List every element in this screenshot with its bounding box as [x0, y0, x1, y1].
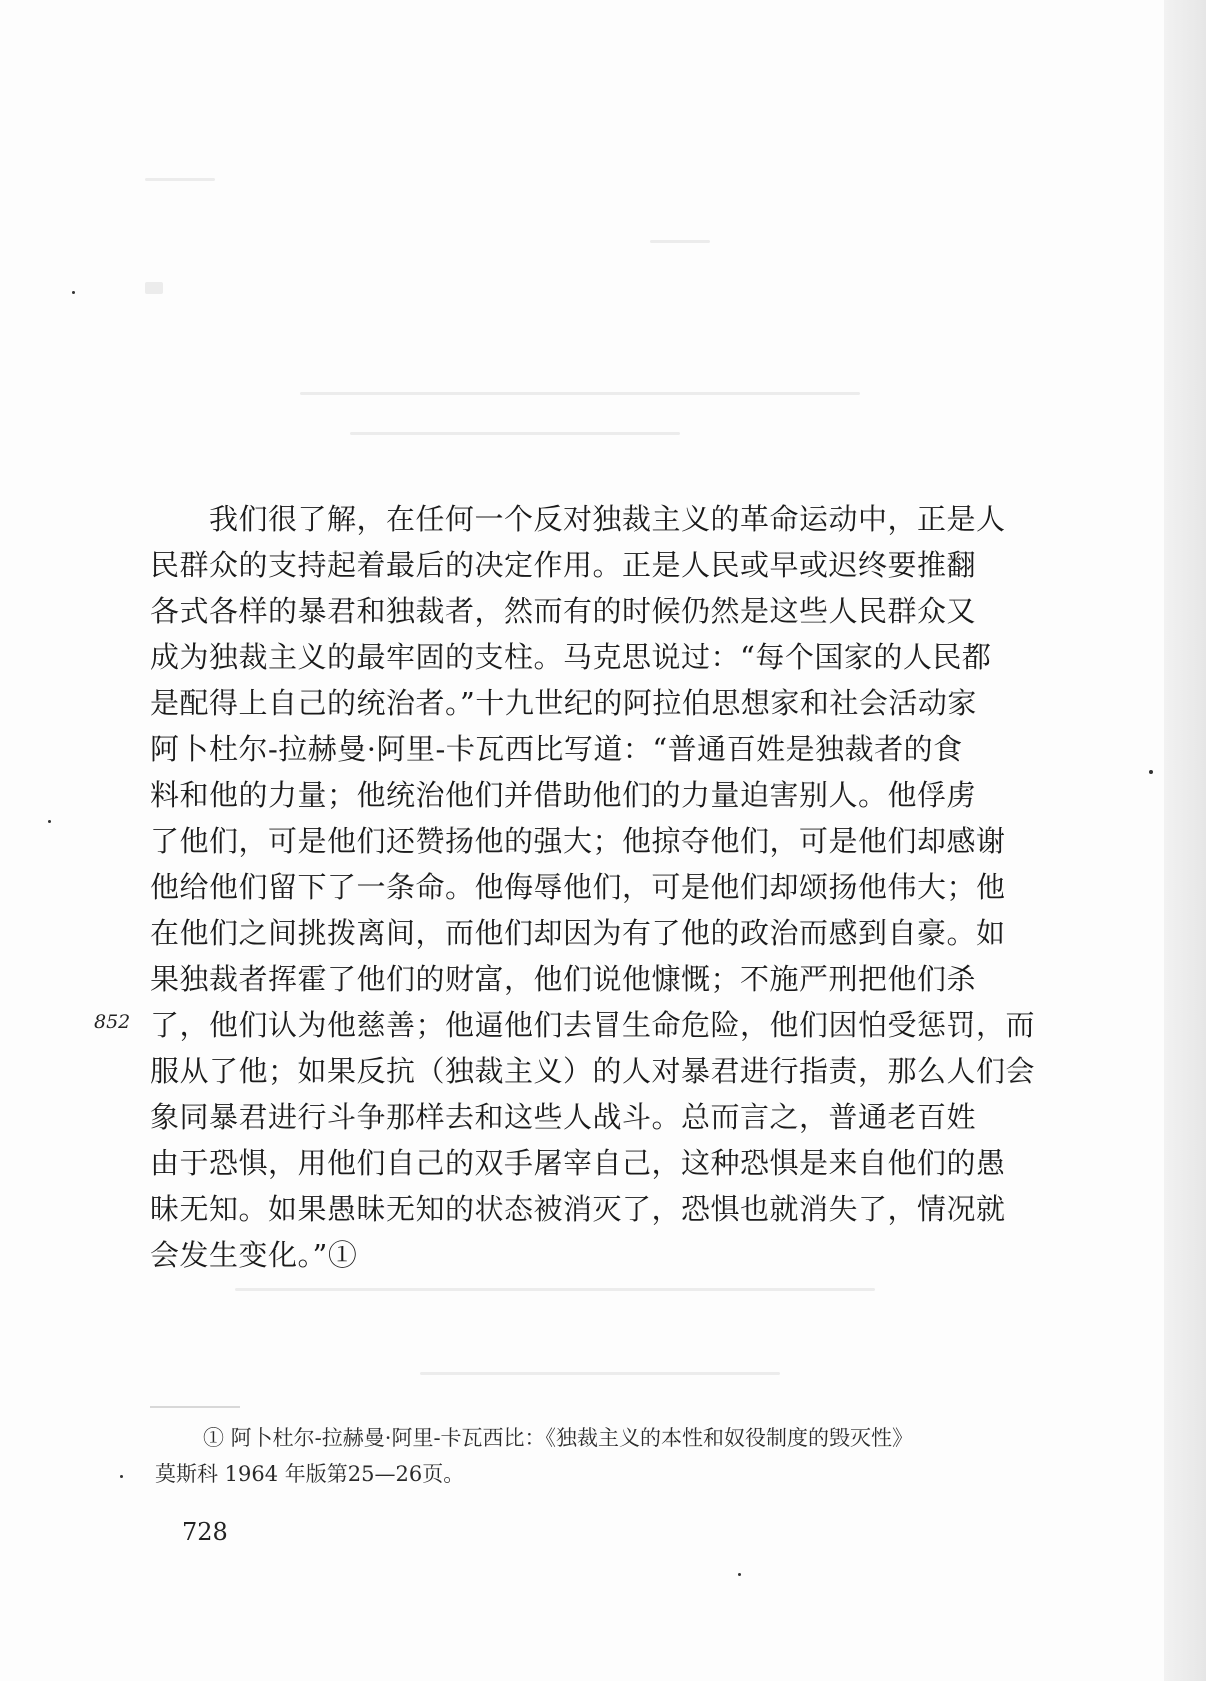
bleed-through-mark [650, 240, 710, 243]
body-line: 他给他们留下了一条命。他侮辱他们，可是他们却颂扬他伟大；他 [150, 870, 1006, 904]
scan-speck [1149, 770, 1153, 774]
page-number: 728 [182, 1518, 228, 1546]
body-line: 了他们，可是他们还赞扬他的强大；他掠夺他们，可是他们却感谢 [150, 824, 1006, 858]
bleed-through-mark [145, 282, 163, 294]
body-line: 民群众的支持起着最后的决定作用。正是人民或早或迟终要推翻 [150, 548, 977, 582]
body-line: 昧无知。如果愚昧无知的状态被消灭了，恐惧也就消失了，情况就 [150, 1192, 1006, 1226]
page-edge-shadow [1164, 0, 1206, 1681]
body-line: 会发生变化。”① [150, 1238, 358, 1272]
footnote [155, 1420, 1055, 1492]
body-line: 成为独裁主义的最牢固的支柱。马克思说过：“每个国家的人民都 [150, 640, 992, 674]
bleed-through-mark [300, 392, 860, 395]
scan-speck [738, 1573, 741, 1576]
body-line: 阿卜杜尔-拉赫曼·阿里-卡瓦西比写道：“普通百姓是独裁者的食 [150, 732, 963, 766]
body-line: 在他们之间挑拨离间，而他们却因为有了他的政治而感到自豪。如 [150, 916, 1006, 950]
footnote-line: 莫斯科 1964 年版第25—26页。 [155, 1462, 465, 1486]
body-line: 服从了他；如果反抗（独裁主义）的人对暴君进行指责，那么人们会 [150, 1054, 1036, 1088]
scan-speck [72, 291, 75, 294]
bleed-through-mark [350, 432, 680, 435]
body-line: 我们很了解，在任何一个反对独裁主义的革命运动中，正是人 [150, 502, 1006, 536]
body-line: 各式各样的暴君和独裁者，然而有的时候仍然是这些人民群众又 [150, 594, 977, 628]
body-line: 了，他们认为他慈善；他逼他们去冒生命危险，他们因怕受惩罚，而 [150, 1008, 1036, 1042]
body-line: 是配得上自己的统治者。”十九世纪的阿拉伯思想家和社会活动家 [150, 686, 977, 720]
margin-page-number: 852 [94, 1011, 131, 1033]
footnote-divider [150, 1406, 240, 1408]
body-line: 象同暴君进行斗争那样去和这些人战斗。总而言之，普通老百姓 [150, 1100, 977, 1134]
bleed-through-mark [145, 178, 215, 181]
bleed-through-mark [420, 1372, 780, 1375]
scan-speck [48, 820, 51, 823]
body-paragraph [150, 496, 1050, 1278]
bleed-through-mark [235, 1288, 875, 1291]
body-line: 果独裁者挥霍了他们的财富，他们说他慷慨；不施严刑把他们杀 [150, 962, 977, 996]
body-line: 料和他的力量；他统治他们并借助他们的力量迫害别人。他俘虏 [150, 778, 977, 812]
scan-speck [120, 1475, 123, 1478]
footnote-line: ① 阿卜杜尔-拉赫曼·阿里-卡瓦西比：《独裁主义的本性和奴役制度的毁灭性》 [203, 1426, 914, 1450]
body-line: 由于恐惧，用他们自己的双手屠宰自己，这种恐惧是来自他们的愚 [150, 1146, 1006, 1180]
